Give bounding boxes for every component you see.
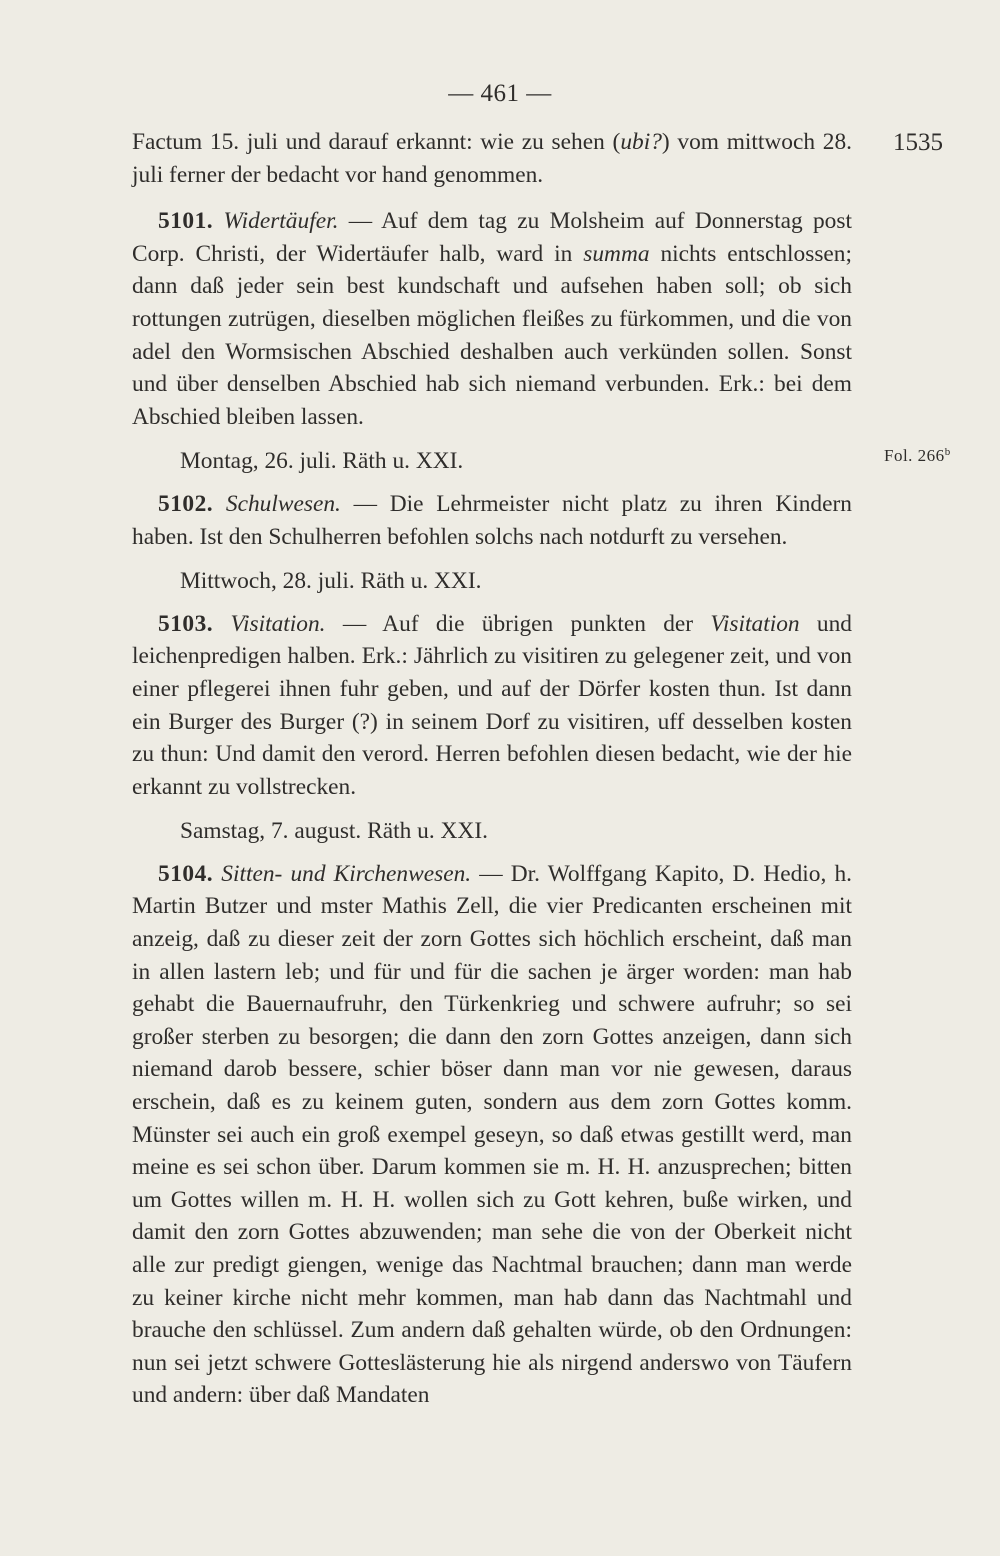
entry-number: 5102. [158, 490, 214, 517]
intro-text-2: ) vom mittwoch 28. juli ferner der bedacht vor hand genommen. [132, 129, 852, 188]
entry-5101 [132, 205, 852, 433]
entry-5103 [132, 608, 852, 804]
entry-text: — Dr. Wolffgang Kapito, D. Hedio, h. Martin Butzer und mster Mathis Zell, die vier Predicanten erscheinen mit anzeig, daß zu dieser zeit der zorn Gottes sich höchlich erscheint, daß man in allen lastern leb; und für und für die sachen je ärger worden: man hab gehabt die Bauernaufruhr, den Türkenkrieg und schwere aufruhr; so sei großer sterben zu besorgen; die dann den zorn Gottes anzeigen, dann sich niemand darob bessere, schier böser dann man vor nie gewesen, daraus erschein, daß es zu keinem guten, sondern aus dem zorn Gottes komm. Münster sei auch ein groß exempel geseyn, so daß etwas gestillt werd, man meine es sei schon über. Darum kommen sie m. H. H. anzusprechen; bitten um Gottes willen m. H. H. wollen sich zu Gott kehren, buße wirken, und damit den zorn Gottes abzuwenden; man sehe die von der Oberkeit nicht alle zur predigt giengen, wenige das Nachtmal brauchen; dann man werde zu keiner kirche nicht mehr kommen, man hab dann das Nachtmahl und brauche den schlüssel. Zum andern daß gehalten würde, ob den Ordnungen: nun sei jetzt schwere Gotteslästerung hie als nirgend anderswo von Täufern und andern: über daß Mandaten [132, 860, 853, 1409]
entry-text-2: und leichenpredigen halben. Erk.: Jährlich zu visitiren zu gelegener zeit, und von einer pflegerei ihnen fuhr geben, und auf der Dörfer kosten thun. Ist dann ein Burger des Burger (?) in seinem Dorf zu visitiren, uff desselben kosten zu thun: Und damit den verord. Herren befohlen diesen bedacht, wie der hie erkannt zu vollstrecken. [132, 610, 852, 800]
entry-number: 5104. [158, 860, 214, 887]
intro-paragraph [132, 126, 852, 191]
margin-folio-reference [884, 437, 951, 471]
entry-number: 5101. [158, 208, 214, 235]
entry-text-2: nichts entschlossen; dann daß jeder sein best kundschaft und aufsehen haben soll; ob sich rottungen zutrügen, dieselben möglichen fleißes zu fürkommen, und die von adel den Wormsischen Abschied deshalben auch verkünden sollen. Sonst und über denselben Abschied hab sich niemand verbunden. Erk.: bei dem Abschied bleiben lassen. [132, 240, 852, 430]
folio-superscript: b [944, 446, 951, 458]
intro-text-1: Factum 15. juli und darauf erkannt: wie zu sehen ( [132, 129, 621, 155]
entry-5102 [132, 488, 852, 553]
entry-5104 [132, 858, 852, 1412]
entry-title: Schulwesen. [225, 490, 341, 517]
session-date: Samstag, 7. august. Räth u. XXI. [180, 818, 488, 845]
main-text [132, 126, 852, 1412]
entry-text-1: — Auf die übrigen punkten der [325, 610, 711, 637]
entry-summa: summa [583, 240, 650, 267]
intro-ubi: ubi? [620, 129, 662, 155]
entry-title: Sitten- und Kirchenwesen. [221, 860, 472, 887]
entry-title: Widertäufer. [223, 208, 339, 235]
margin-year: 1535 [893, 129, 943, 156]
session-date: Mittwoch, 28. juli. Räth u. XXI. [180, 568, 482, 595]
entry-text-1: — Auf dem tag zu Molsheim auf Donnerstag post Corp. Christi, der Widertäufer halb, ward in [132, 208, 852, 267]
entry-number: 5103. [158, 610, 214, 637]
folio-label: Fol. 266 [884, 446, 945, 465]
entry-visitation: Visitation [710, 610, 800, 637]
session-date: Montag, 26. juli. Räth u. XXI. [180, 448, 464, 475]
entry-title: Visitation. [230, 610, 326, 637]
page-number: — 461 — [448, 80, 552, 107]
entry-text: — Die Lehrmeister nicht platz zu ihren Kindern haben. Ist den Schulherren befohlen solchs nach notdurft zu versehen. [132, 490, 852, 550]
